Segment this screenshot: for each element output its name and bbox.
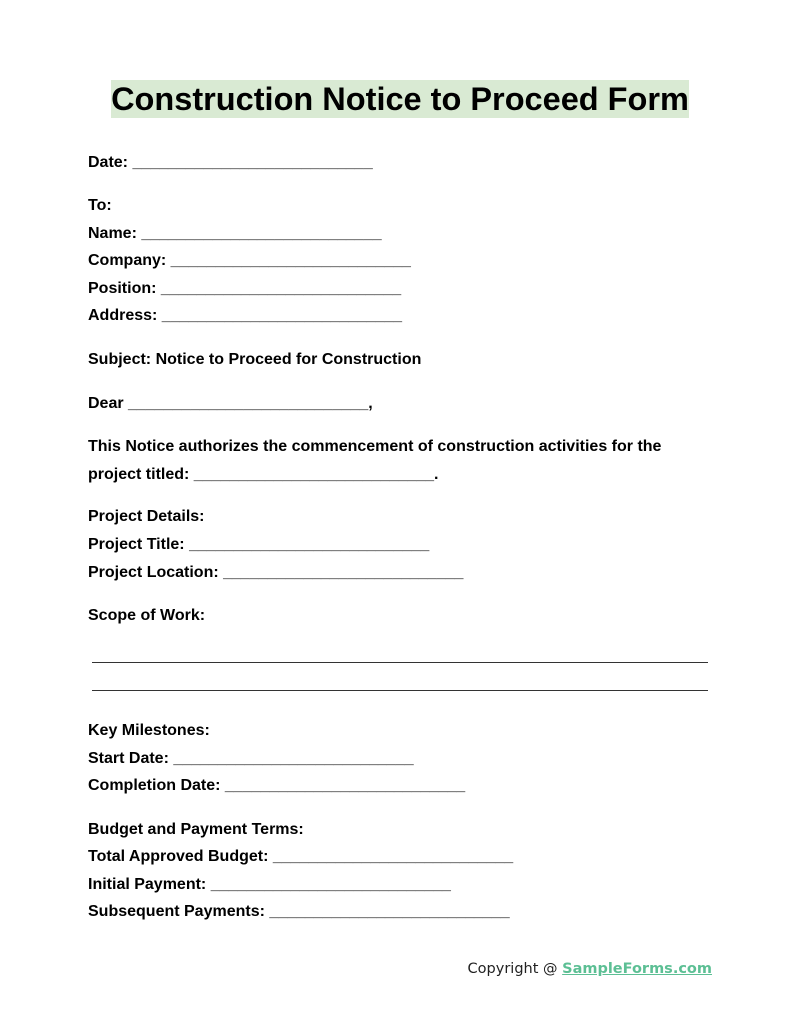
address-field: Address: ___________________________ xyxy=(88,307,403,324)
brand-link[interactable]: SampleForms.com xyxy=(562,961,712,977)
project-title-field: Project Title: ___________________________ xyxy=(88,536,430,553)
name-field: Name: ___________________________ xyxy=(88,225,382,242)
subsequent-payments-field: Subsequent Payments: ___________________________ xyxy=(88,903,510,920)
milestones-heading: Key Milestones: xyxy=(88,722,210,739)
scope-line-1 xyxy=(92,662,708,663)
scope-heading: Scope of Work: xyxy=(88,607,206,624)
total-budget-field: Total Approved Budget: ___________________________ xyxy=(88,848,514,865)
body-line-1: This Notice authorizes the commencement of construction activities for the xyxy=(88,438,662,455)
position-field: Position: ___________________________ xyxy=(88,280,402,297)
company-field: Company: ___________________________ xyxy=(88,252,411,269)
title-container xyxy=(0,80,800,118)
to-label: To: xyxy=(88,197,112,214)
project-details-heading: Project Details: xyxy=(88,508,205,525)
initial-payment-field: Initial Payment: ___________________________ xyxy=(88,876,451,893)
copyright-prefix: Copyright @ xyxy=(467,961,563,977)
project-location-field: Project Location: ___________________________ xyxy=(88,564,464,581)
date-field: Date: ___________________________ xyxy=(88,154,373,171)
budget-heading: Budget and Payment Terms: xyxy=(88,821,304,838)
copyright-footer xyxy=(468,961,712,977)
start-date-field: Start Date: ___________________________ xyxy=(88,750,414,767)
subject-line: Subject: Notice to Proceed for Construction xyxy=(88,351,422,368)
salutation-field: Dear ___________________________, xyxy=(88,395,373,412)
completion-date-field: Completion Date: ___________________________ xyxy=(88,777,466,794)
page-title: Construction Notice to Proceed Form xyxy=(111,81,689,117)
project-titled-field: project titled: ___________________________. xyxy=(88,466,439,483)
scope-line-2 xyxy=(92,690,708,691)
